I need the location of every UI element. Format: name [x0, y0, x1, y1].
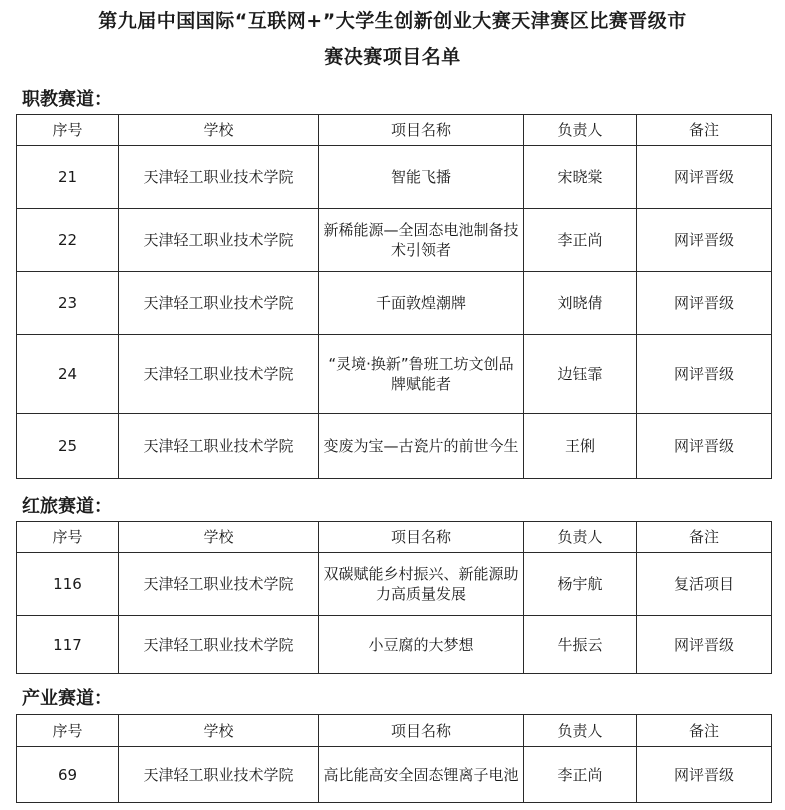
cell-school: 天津轻工职业技术学院 [119, 414, 319, 479]
header-person: 负责人 [524, 115, 637, 146]
header-person: 负责人 [524, 715, 637, 747]
cell-no: 21 [17, 146, 119, 209]
cell-project: 千面敦煌潮牌 [319, 272, 524, 335]
table-row [17, 414, 772, 479]
cell-note: 网评晋级 [637, 209, 772, 272]
cell-project: 变废为宝—古瓷片的前世今生 [319, 414, 524, 479]
cell-project: “灵境·换新”鲁班工坊文创品牌赋能者 [319, 335, 524, 414]
cell-note: 网评晋级 [637, 272, 772, 335]
cell-person: 牛振云 [524, 616, 637, 674]
cell-school: 天津轻工职业技术学院 [119, 335, 319, 414]
cell-no: 23 [17, 272, 119, 335]
table-industry [16, 714, 772, 803]
table-row [17, 335, 772, 414]
table-vocational [16, 114, 772, 479]
header-no: 序号 [17, 522, 119, 553]
table-row [17, 272, 772, 335]
document-title-line2: 赛决赛项目名单 [324, 46, 461, 68]
cell-school: 天津轻工职业技术学院 [119, 272, 319, 335]
header-note: 备注 [637, 522, 772, 553]
table-row [17, 146, 772, 209]
header-note: 备注 [637, 115, 772, 146]
cell-project: 新稀能源—全固态电池制备技术引领者 [319, 209, 524, 272]
header-school: 学校 [119, 715, 319, 747]
document-title-line1: 第九届中国国际“互联网+”大学生创新创业大赛天津赛区比赛晋级市 [98, 10, 687, 32]
table-row [17, 553, 772, 616]
table-header-row [17, 115, 772, 146]
cell-no: 69 [17, 747, 119, 803]
table-row [17, 209, 772, 272]
cell-person: 宋晓棠 [524, 146, 637, 209]
cell-no: 25 [17, 414, 119, 479]
header-no: 序号 [17, 715, 119, 747]
header-school: 学校 [119, 522, 319, 553]
cell-school: 天津轻工职业技术学院 [119, 209, 319, 272]
cell-person: 刘晓倩 [524, 272, 637, 335]
cell-person: 边钰霏 [524, 335, 637, 414]
table-red-tour [16, 521, 772, 674]
cell-person: 王俐 [524, 414, 637, 479]
header-project: 项目名称 [319, 115, 524, 146]
section-label-industry: 产业赛道： [22, 688, 112, 709]
cell-school: 天津轻工职业技术学院 [119, 146, 319, 209]
cell-note: 网评晋级 [637, 616, 772, 674]
cell-project: 高比能高安全固态锂离子电池 [319, 747, 524, 803]
cell-note: 网评晋级 [637, 747, 772, 803]
cell-project: 双碳赋能乡村振兴、新能源助力高质量发展 [319, 553, 524, 616]
cell-person: 李正尚 [524, 209, 637, 272]
table-header-row [17, 715, 772, 747]
header-no: 序号 [17, 115, 119, 146]
table-row [17, 616, 772, 674]
header-project: 项目名称 [319, 715, 524, 747]
cell-school: 天津轻工职业技术学院 [119, 616, 319, 674]
header-note: 备注 [637, 715, 772, 747]
cell-note: 网评晋级 [637, 414, 772, 479]
header-project: 项目名称 [319, 522, 524, 553]
cell-person: 杨宇航 [524, 553, 637, 616]
section-label-vocational: 职教赛道： [22, 89, 112, 110]
cell-project: 小豆腐的大梦想 [319, 616, 524, 674]
cell-note: 复活项目 [637, 553, 772, 616]
cell-no: 22 [17, 209, 119, 272]
header-person: 负责人 [524, 522, 637, 553]
cell-no: 116 [17, 553, 119, 616]
cell-project: 智能飞播 [319, 146, 524, 209]
cell-note: 网评晋级 [637, 335, 772, 414]
cell-school: 天津轻工职业技术学院 [119, 553, 319, 616]
section-label-red-tour: 红旅赛道： [22, 496, 112, 517]
table-header-row [17, 522, 772, 553]
cell-note: 网评晋级 [637, 146, 772, 209]
cell-no: 117 [17, 616, 119, 674]
cell-person: 李正尚 [524, 747, 637, 803]
table-row [17, 747, 772, 803]
header-school: 学校 [119, 115, 319, 146]
cell-school: 天津轻工职业技术学院 [119, 747, 319, 803]
cell-no: 24 [17, 335, 119, 414]
